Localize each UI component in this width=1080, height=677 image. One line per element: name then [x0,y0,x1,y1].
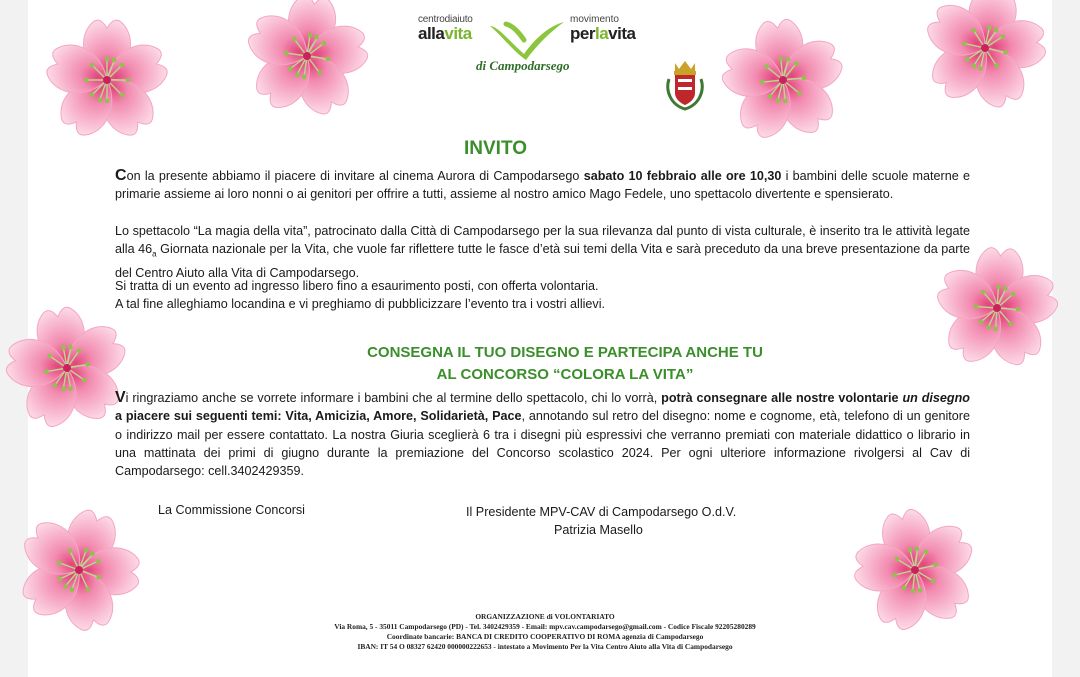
logo-left-big: allavita [418,24,472,43]
logo-subtitle: di Campodarsego [476,58,570,73]
logo-left-small: centrodiaiuto [418,14,473,25]
flower-decoration-icon [920,0,1050,114]
logo-right-big: perlavita [570,24,636,43]
flower-decoration-icon [718,18,848,146]
concorso-paragraph: Vi ringraziamo anche se vorrete informare i bambini che al termine dello spettacolo, chi lo vorrà, potrà consegnare alle nostre volontarie un disegno a piacere sui seguenti temi: Vita, Amicizia, Amore, Solidarietà, Pace, annotando sul retro del disegno: nome e cognome, età, telefono di un genitore o indirizzo mail per essere contattato. La nostra Giuria sceglierà 6 tra i disegni più espressivi che verranno premiati con materiale didattico o librario in una mattinata dei primi di giugno durante la premiazione del Concorso scolastico 2024. Per ogni ulteriore informazione rivolgersi al Cav di Campodarsego: cell.3402429359. [115,389,970,479]
flower-decoration-icon [42,18,172,146]
invito-heading: INVITO [464,138,527,159]
footer-organization-info: ORGANIZZAZIONE di VOLONTARIATO Via Roma, 5 - 35011 Campodarsego (PD) - Tel. 3402429359 - Email: mpv.cav.campodarsego@gmail.com - Codice Fiscale 92205280289 Coordinate bancarie: BANCA DI CREDITO COOPERATIVO DI ROMA agenzia di Campodarsego IBAN: IT 54 O 08327 62420 000000222653 - intestato a Movimento Per la Vita Centro Aiuto alla Vita di Campodarsego [334,612,756,651]
signature-presidente: Il Presidente MPV-CAV di Campodarsego O.d.V. Patrizia Masello [466,505,737,537]
invito-paragraph-3: Si tratta di un evento ad ingresso libero fino a esaurimento posti, con offerta volontaria. [115,279,599,293]
concorso-heading: CONSEGNA IL TUO DISEGNO E PARTECIPA ANCHE TU AL CONCORSO “COLORA LA VITA” [367,344,763,383]
logo-movimento [570,15,635,42]
flower-decoration-icon [14,508,144,636]
signature-commissione: La Commissione Concorsi [158,503,305,517]
flower-decoration-icon [2,306,132,434]
flower-decoration-icon [850,508,980,636]
invito-paragraph-1: Con la presente abbiamo il piacere di invitare al cinema Aurora di Campodarsego sabato 10 febbraio alle ore 10,30 i bambini delle scuole materne e primarie assieme ai loro nonni o ai genitori per offrire a tutti, assieme al nostro amico Mago Fedele, uno spettacolo divertente e spensierato. [115,167,970,202]
logo-heart-check-icon [484,16,568,60]
document-page [28,0,1052,677]
flower-decoration-icon [242,0,372,122]
municipal-crest-icon [663,57,707,113]
invito-paragraph-2: Lo spettacolo “La magia della vita”, patrocinato dalla Città di Campodarsego per la sua rilevanza dal punto di vista culturale, è inserito tra le attività legate alla $46_a$ Giornata nazionale per la Vita, che vuole far riflettere tutte le fasce d’età sui temi della Vita e sarà preceduto da una breve presentazione da parte del Centro Aiuto alla Vita di Campodarsego. [115,224,970,281]
logo-right-small: movimento [570,14,619,25]
logo-centro-aiuto [418,15,473,42]
invito-paragraph-4: A tal fine alleghiamo locandina e vi preghiamo di pubblicizzare l’evento tra i vostri allievi. [115,297,606,311]
